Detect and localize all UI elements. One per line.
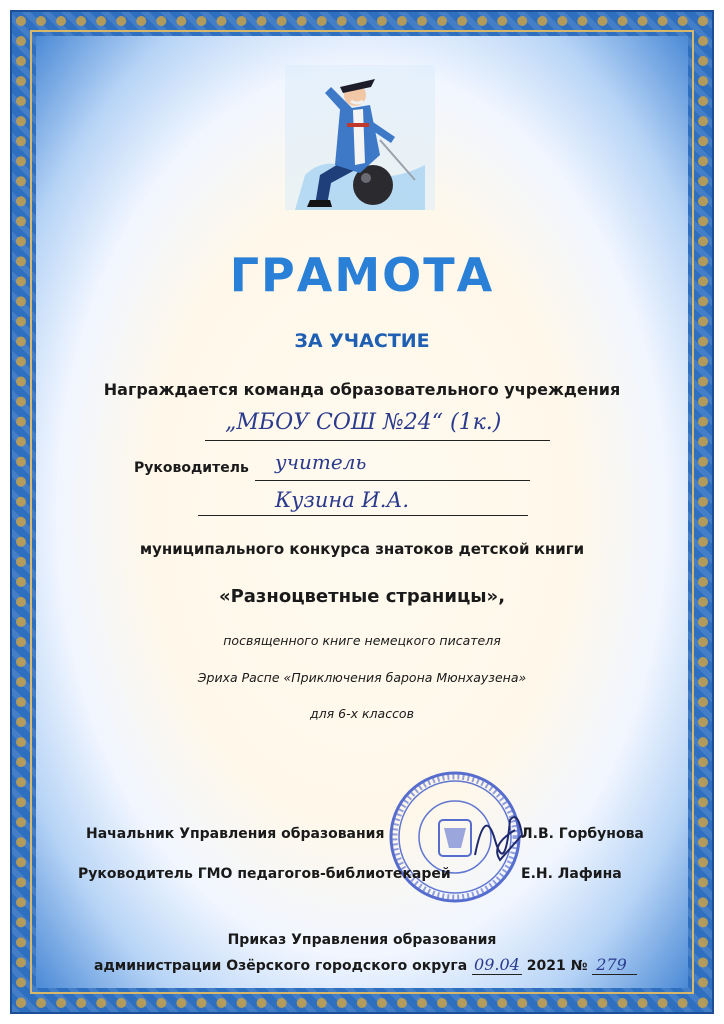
dedicated-line: посвященного книге немецкого писателя (223, 633, 501, 648)
order-line-1: Приказ Управления образования (227, 932, 497, 948)
order-number-handwritten: 279 (592, 955, 637, 975)
leader-label: Руководитель (134, 460, 249, 476)
leader-fill-line (255, 480, 530, 481)
book-line: Эриха Распе «Приключения барона Мюнхаузена» (197, 670, 527, 685)
leader-position-handwritten: учитель (275, 450, 367, 474)
order-line-2 (94, 955, 637, 974)
certificate-subtitle: ЗА УЧАСТИЕ (294, 330, 430, 352)
leader-name-handwritten: Кузина И.А. (275, 488, 410, 512)
school-fill-line (205, 440, 550, 441)
contest-line: муниципального конкурса знатоков детской книги (139, 540, 585, 558)
grades-line: для 6-х классов (310, 706, 414, 721)
signature-name-2: Е.Н. Лафина (521, 866, 622, 882)
order-year: 2021 (526, 958, 566, 974)
signature-role-2: Руководитель ГМО педагогов-библиотекарей (78, 866, 451, 882)
certificate-title: ГРАМОТА (229, 248, 495, 302)
signature-role-1: Начальник Управления образования (86, 826, 385, 842)
signature-name-1: Л.В. Горбунова (521, 826, 644, 842)
order-date-handwritten: 09.04 (474, 955, 520, 974)
order-prefix: администрации Озёрского городского округа (94, 958, 468, 974)
order-number-sign: № (570, 958, 588, 974)
awarded-to-label: Награждается команда образовательного учреждения (103, 380, 621, 399)
baron-munchausen-illustration (285, 65, 435, 210)
leader-name-fill-line (198, 515, 528, 516)
contest-name: «Разноцветные страницы», (218, 586, 506, 607)
school-handwritten: „МБОУ СОШ №24“ (1к.) (225, 410, 502, 435)
